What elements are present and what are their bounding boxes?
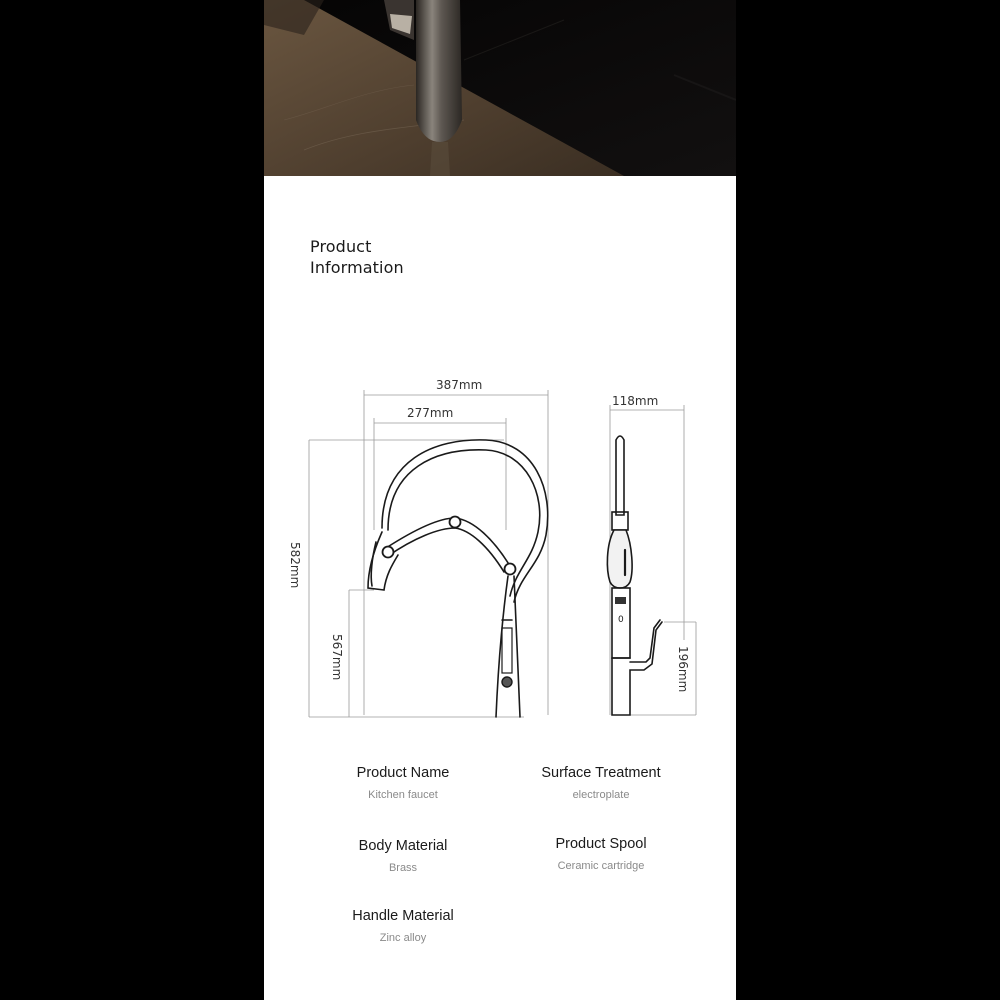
spec-value: Zinc alloy bbox=[379, 932, 427, 944]
spec-value: Brass bbox=[388, 862, 418, 874]
section-title-line2: Information bbox=[310, 258, 404, 277]
dim-overall-width: 387mm bbox=[436, 378, 483, 392]
product-page bbox=[264, 0, 736, 1000]
spec-label: Product Spool bbox=[555, 836, 647, 852]
svg-text:0: 0 bbox=[618, 615, 624, 625]
spec-value: electroplate bbox=[572, 789, 630, 801]
spec-handle-material bbox=[313, 907, 493, 945]
dim-overall-height: 582mm bbox=[288, 542, 302, 589]
spec-value: Ceramic cartridge bbox=[557, 860, 645, 872]
spec-label: Product Name bbox=[356, 765, 450, 781]
hero-product-photo bbox=[264, 0, 736, 176]
faucet-photo-illustration bbox=[264, 0, 736, 176]
dimension-drawing bbox=[264, 370, 736, 740]
dim-spout-height: 567mm bbox=[330, 634, 344, 681]
faucet-line-drawing bbox=[264, 370, 736, 740]
section-title bbox=[310, 236, 404, 278]
spec-label: Surface Treatment bbox=[541, 765, 661, 781]
spec-product-spool bbox=[511, 835, 691, 873]
spec-value: Kitchen faucet bbox=[368, 789, 438, 801]
spec-body-material bbox=[313, 837, 493, 875]
spec-label: Handle Material bbox=[352, 908, 454, 924]
spec-product-name bbox=[313, 764, 493, 802]
dim-side-depth: 118mm bbox=[612, 394, 659, 408]
spec-surface-treatment bbox=[511, 764, 691, 802]
spec-label: Body Material bbox=[358, 838, 448, 854]
section-title-line1: Product bbox=[310, 237, 372, 256]
dim-handle-height: 196mm bbox=[676, 646, 690, 693]
dim-spout-reach: 277mm bbox=[407, 406, 454, 420]
